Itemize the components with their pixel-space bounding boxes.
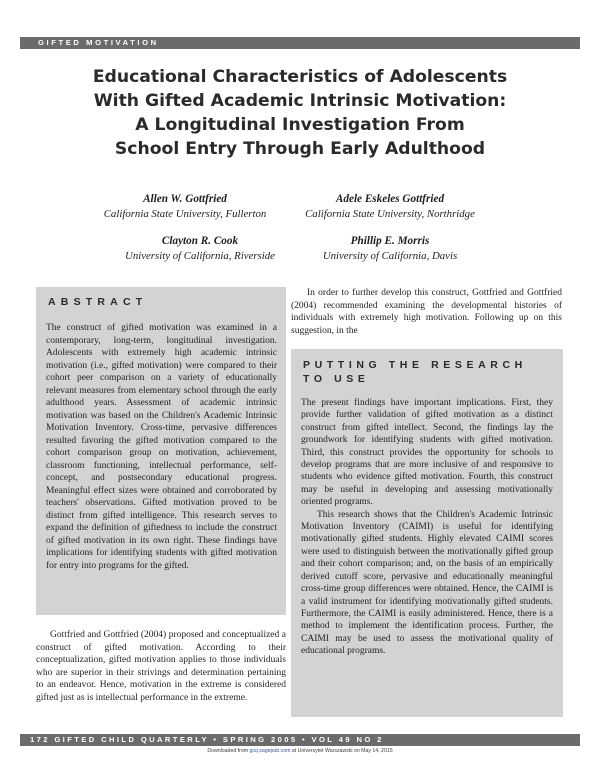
abstract-heading: ABSTRACT — [48, 296, 148, 308]
author-name: Phillip E. Morris — [350, 235, 430, 247]
author-name: Allen W. Gottfried — [143, 193, 227, 205]
running-foot-bar — [20, 734, 580, 746]
author-block — [265, 192, 515, 222]
body-paragraph-left: Gottfried and Gottfried (2004) proposed and conceptualized a construct of gifted motivation. According to their conceptualization, gifted motivation applies to those individuals who are superior in their strivings and determination pertaining to an endeavor. Hence, motivation in the extreme is considered gifted just as is intellectual performance in the extreme. — [36, 630, 286, 703]
download-suffix: at Universytet Warszawski on May 14, 2015 — [290, 748, 393, 754]
download-notice — [0, 748, 600, 754]
title-line: School Entry Through Early Adulthood — [114, 139, 486, 159]
author-affiliation: University of California, Riverside — [125, 250, 275, 262]
title-line: A Longitudinal Investigation From — [135, 115, 465, 135]
article-title — [20, 65, 580, 161]
title-line: With Gifted Academic Intrinsic Motivation: — [93, 91, 507, 111]
download-prefix: Downloaded from — [207, 748, 250, 754]
research-to-use-heading: PUTTING THE RESEARCH TO USE — [303, 359, 527, 385]
research-paragraph: The present findings have important implications. First, they provide further validation of gifted motivation as a distinct construct from gifted intellect. Second, the findings lay the groundwork for identifying students with gifted motivation. Third, this construct provides the opportunity for schools to develop programs that are more inclusive of and responsive to students who evidence gifted motivation. Fourth, this construct may be useful in developing and assessing motivationally oriented programs. — [301, 398, 553, 508]
author-block — [265, 234, 515, 264]
abstract-box — [36, 287, 286, 615]
body-paragraph-right: In order to further develop this construct, Gottfried and Gottfried (2004) recommended examining the developmental histories of individuals with extremely high motivation. Following up on this suggestion, in the — [291, 288, 562, 336]
research-to-use-box — [291, 349, 563, 717]
running-foot: 172 GIFTED CHILD QUARTERLY • SPRING 2005 • VOL 49 NO 2 — [30, 735, 384, 744]
research-paragraph: This research shows that the Children's Academic Intrinsic Motivation Inventory (CAIMI) is useful for identifying motivationally gifted students. Highly elevated CAIMI scores were used to distinguish between the motivationally gifted group and their cohort comparison; and, on the basis of an empirically derived cutoff score, pervasive and educationally meaningful cross-time group differences were obtained. Hence, the CAIMI is a valid instrument for identifying motivationally gifted students. Furthermore, the CAIMI is easily administered. Hence, there is a method to implement the identification process. Further, the CAIMI may be used to assess the motivational quality of educational programs. — [301, 509, 553, 657]
running-head: GIFTED MOTIVATION — [38, 38, 159, 47]
abstract-text: The construct of gifted motivation was examined in a contemporary, long-term, longitudinal investigation. Adolescents with extremely high academic intrinsic motivation (i.e., gifted motivation) were compared to their cohort peer comparison on a variety of educationally relevant measures from elementary school through the early adulthood years. Assessment of academic intrinsic motivation was based on the Children's Academic Intrinsic Motivation Inventory. Cross-time, pervasive differences resulted favoring the gifted motivation compared to the cohort comparison group on motivation, achievement, classroom functioning, intellectual performance, self-concept, and postsecondary educational progress. Meaningful effect sizes were obtained and corroborated by teachers' observations. Gifted motivation proved to be distinct from gifted intelligence. This research serves to expand the definition of giftedness to include the construct of gifted motivation in its own right. These findings have implications for identifying students with gifted motivation for entry into programs for the gifted. — [46, 323, 277, 571]
running-head-bar — [20, 37, 580, 49]
research-to-use-text — [301, 397, 553, 658]
author-affiliation: California State University, Fullerton — [103, 208, 267, 220]
author-affiliation: University of California, Davis — [322, 250, 458, 262]
author-affiliation: California State University, Northridge — [305, 208, 475, 220]
author-name: Clayton R. Cook — [161, 235, 239, 247]
download-link[interactable]: gcq.sagepub.com — [249, 748, 291, 754]
author-name: Adele Eskeles Gottfried — [335, 193, 445, 205]
title-line: Educational Characteristics of Adolescents — [92, 67, 508, 87]
